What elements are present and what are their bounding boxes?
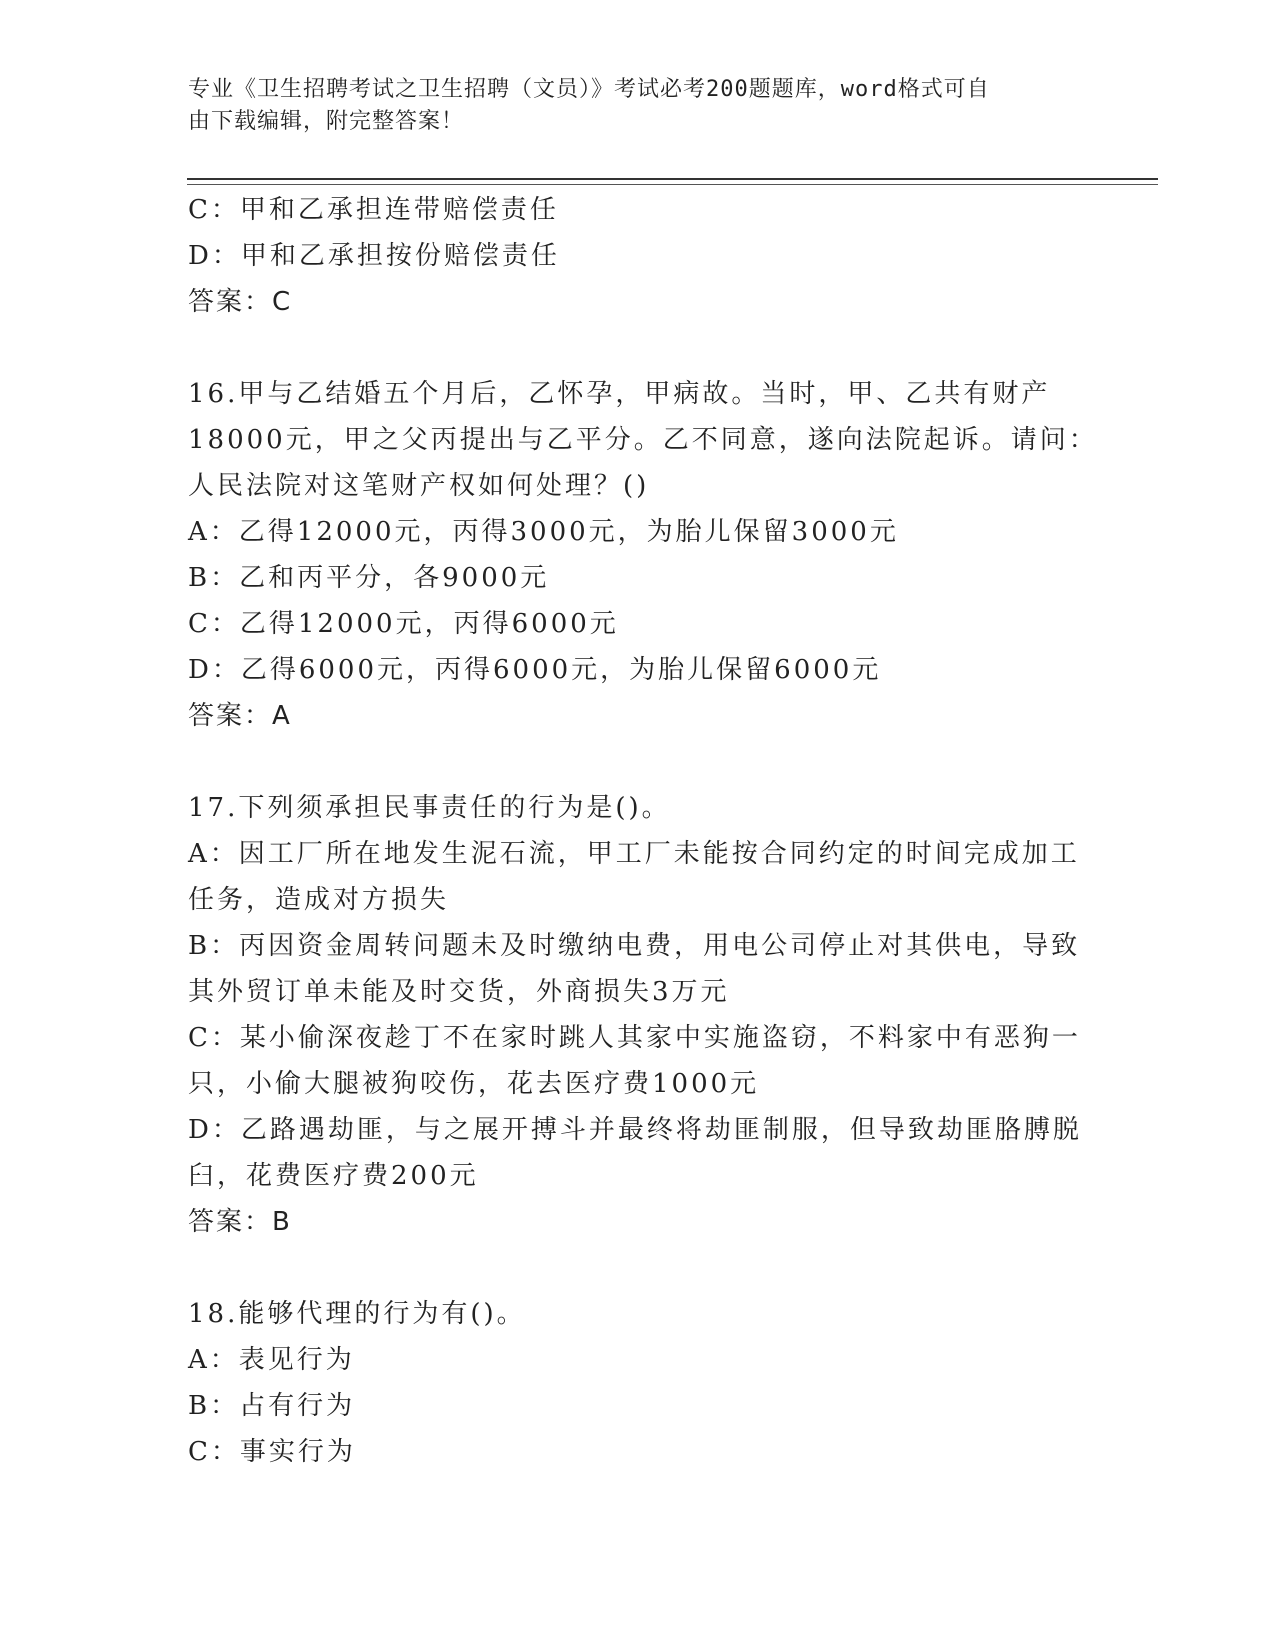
question-17: [188, 785, 1088, 1245]
answer-line: 答案：A: [188, 701, 292, 731]
option-d: D：甲和乙承担按份赔偿责任: [188, 241, 560, 271]
option-c: C：乙得12000元，丙得6000元: [188, 609, 619, 639]
option-c: C：事实行为: [188, 1437, 356, 1467]
question-18: [188, 1291, 1088, 1475]
spacer: [188, 325, 1088, 371]
option-d-continued: 臼，花费医疗费200元: [188, 1161, 479, 1191]
option-a: A：表见行为: [188, 1345, 355, 1375]
option-d: D：乙路遇劫匪，与之展开搏斗并最终将劫匪制服，但导致劫匪胳膊脱: [188, 1115, 1082, 1145]
header-line-1: 专业《卫生招聘考试之卫生招聘（文员）》考试必考200题题库，word格式可自: [188, 77, 990, 102]
option-b: B：乙和丙平分，各9000元: [188, 563, 550, 593]
header-line-2: 由下载编辑，附完整答案！: [188, 109, 465, 134]
question-16: [188, 371, 1098, 739]
option-c: C：某小偷深夜趁丁不在家时跳人其家中实施盗窃，不料家中有恶狗一: [188, 1023, 1081, 1053]
option-c-continued: 只，小偷大腿被狗咬伤，花去医疗费1000元: [188, 1069, 760, 1099]
option-a: A：因工厂所在地发生泥石流，甲工厂未能按合同约定的时间完成加工: [188, 839, 1080, 869]
spacer: [188, 1245, 1088, 1291]
option-b: B：占有行为: [188, 1391, 356, 1421]
option-b-continued: 其外贸订单未能及时交货，外商损失3万元: [188, 977, 730, 1007]
page-header: [188, 74, 1068, 138]
question-stem: 17.下列须承担民事责任的行为是()。: [188, 793, 671, 823]
option-a-continued: 任务，造成对方损失: [188, 885, 450, 915]
question-stem: 人民法院对这笔财产权如何处理？(): [188, 471, 650, 501]
option-a: A：乙得12000元，丙得3000元，为胎儿保留3000元: [188, 517, 899, 547]
question-stem: 18.能够代理的行为有()。: [188, 1299, 526, 1329]
option-b: B：丙因资金周转问题未及时缴纳电费，用电公司停止对其供电，导致: [188, 931, 1081, 961]
spacer: [188, 739, 1088, 785]
option-d: D：乙得6000元，丙得6000元，为胎儿保留6000元: [188, 655, 882, 685]
answer-line: 答案：C: [188, 287, 293, 317]
answer-line: 答案：B: [188, 1207, 292, 1237]
option-c: C：甲和乙承担连带赔偿责任: [188, 195, 559, 225]
question-stem: 18000元，甲之父丙提出与乙平分。乙不同意，遂向法院起诉。请问：: [188, 425, 1098, 455]
question-content: [188, 187, 1098, 1475]
header-divider-thin: [187, 184, 1158, 185]
question-15-continued: [188, 187, 1088, 325]
header-divider-thick: [187, 178, 1158, 180]
question-stem: 16.甲与乙结婚五个月后，乙怀孕，甲病故。当时，甲、乙共有财产: [188, 379, 1051, 409]
